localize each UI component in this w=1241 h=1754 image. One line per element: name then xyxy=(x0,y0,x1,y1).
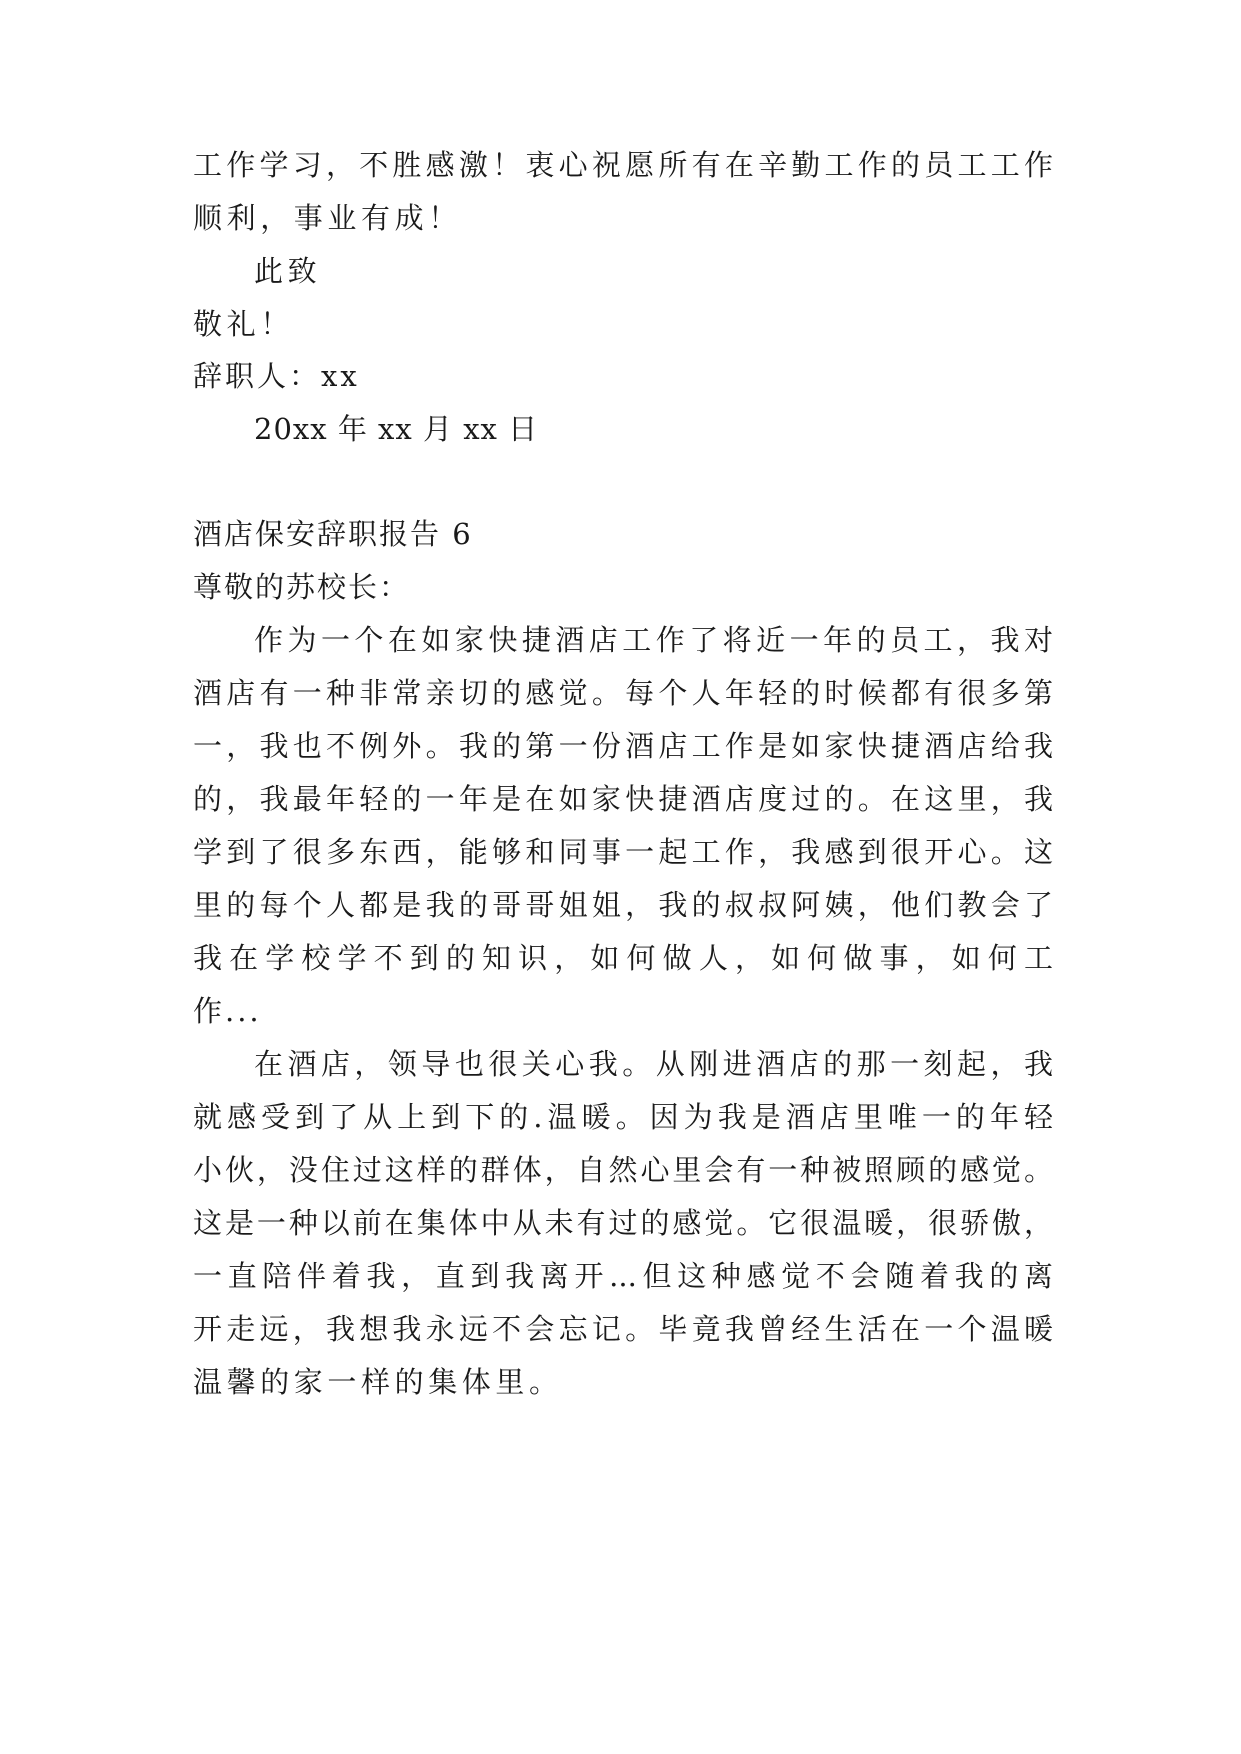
paragraph-line: 学到了很多东西，能够和同事一起工作，我感到很开心。这 xyxy=(193,835,1053,869)
paragraph-line: 这是一种以前在集体中从未有过的感觉。它很温暖，很骄傲， xyxy=(193,1206,1053,1240)
closing-line: 工作学习，不胜感激！衷心祝愿所有在辛勤工作的员工工作 xyxy=(193,148,1053,182)
salutation-line: 敬礼！ xyxy=(193,307,294,341)
paragraph-line: 温馨的家一样的集体里。 xyxy=(193,1365,563,1399)
salutation-line: 此致 xyxy=(254,254,322,288)
closing-line: 顺利，事业有成！ xyxy=(193,201,462,235)
paragraph-line: 酒店有一种非常亲切的感觉。每个人年轻的时候都有很多第 xyxy=(193,676,1053,710)
paragraph-line: 在酒店，领导也很关心我。从刚进酒店的那一刻起，我 xyxy=(254,1047,1053,1081)
paragraph-line: 的，我最年轻的一年是在如家快捷酒店度过的。在这里，我 xyxy=(193,782,1053,816)
paragraph-line: 开走远，我想我永远不会忘记。毕竟我曾经生活在一个温暖 xyxy=(193,1312,1053,1346)
paragraph-line: 我在学校学不到的知识，如何做人，如何做事，如何工 xyxy=(193,941,1053,975)
paragraph-line: 一，我也不例外。我的第一份酒店工作是如家快捷酒店给我 xyxy=(193,729,1053,763)
report-title: 酒店保安辞职报告 6 xyxy=(193,517,473,551)
paragraph-line: 小伙，没住过这样的群体，自然心里会有一种被照顾的感觉。 xyxy=(193,1153,1053,1187)
paragraph-line: 就感受到了从上到下的.温暖。因为我是酒店里唯一的年轻 xyxy=(193,1100,1053,1134)
report-greeting: 尊敬的苏校长： xyxy=(193,570,411,604)
paragraph-line: 作... xyxy=(193,994,262,1028)
signer-line: 辞职人：xx xyxy=(193,359,360,393)
paragraph-line: 作为一个在如家快捷酒店工作了将近一年的员工，我对 xyxy=(254,623,1053,657)
date-line: 20xx 年 xx 月 xx 日 xyxy=(254,412,539,446)
paragraph-line: 一直陪伴着我，直到我离开...但这种感觉不会随着我的离 xyxy=(193,1259,1053,1293)
paragraph-line: 里的每个人都是我的哥哥姐姐，我的叔叔阿姨，他们教会了 xyxy=(193,888,1053,922)
